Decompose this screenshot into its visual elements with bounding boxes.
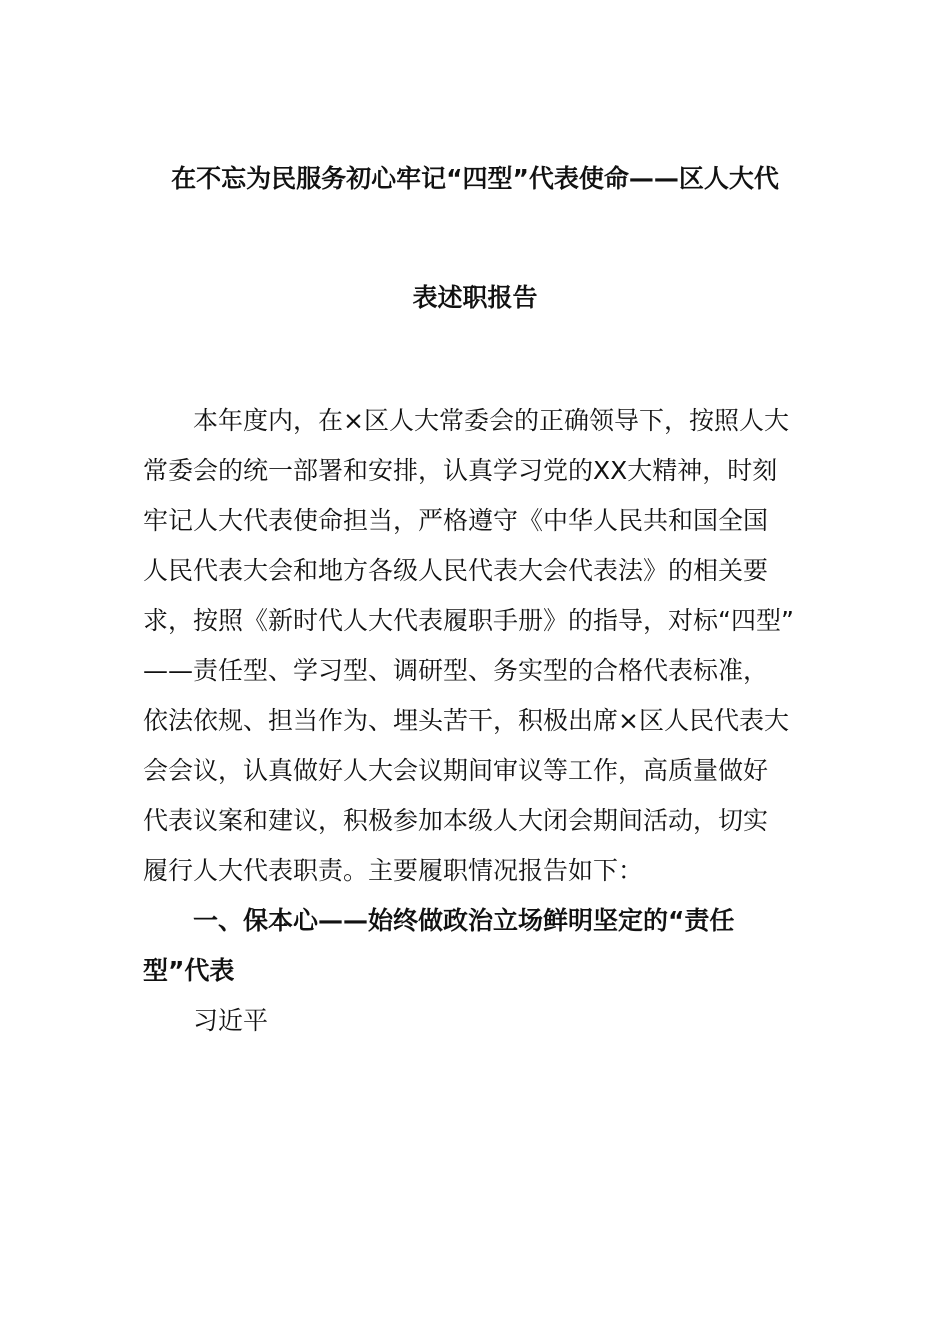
paragraph-line: 习近平 <box>193 1006 269 1035</box>
paragraph-line: 牢记人大代表使命担当，严格遵守《中华人民共和国全国 <box>143 506 769 535</box>
paragraph-line: 常委会的统一部署和安排，认真学习党的XX大精神，时刻 <box>143 456 778 485</box>
paragraph-line: 代表议案和建议，积极参加本级人大闭会期间活动，切实 <box>143 806 769 835</box>
section-heading-line-2: 型”代表 <box>143 956 235 985</box>
paragraph-line: 依法依规、担当作为、埋头苦干，积极出席×区人民代表大 <box>143 706 789 735</box>
document-title-line-1: 在不忘为民服务初心牢记“四型”代表使命——区人大代 <box>171 164 779 193</box>
paragraph-line: 求，按照《新时代人大代表履职手册》的指导，对标“四型” <box>143 606 794 635</box>
paragraph-line: ——责任型、学习型、调研型、务实型的合格代表标准， <box>143 656 769 685</box>
paragraph-line: 履行人大代表职责。主要履职情况报告如下： <box>143 856 644 885</box>
paragraph-line: 人民代表大会和地方各级人民代表大会代表法》的相关要 <box>143 556 769 585</box>
paragraph-line: 会会议，认真做好人大会议期间审议等工作，高质量做好 <box>143 756 769 785</box>
paragraph-line: 本年度内，在×区人大常委会的正确领导下，按照人大 <box>193 406 789 435</box>
section-heading-line-1: 一、保本心——始终做政治立场鲜明坚定的“责任 <box>193 906 735 935</box>
document-title-line-2: 表述职报告 <box>412 283 538 312</box>
